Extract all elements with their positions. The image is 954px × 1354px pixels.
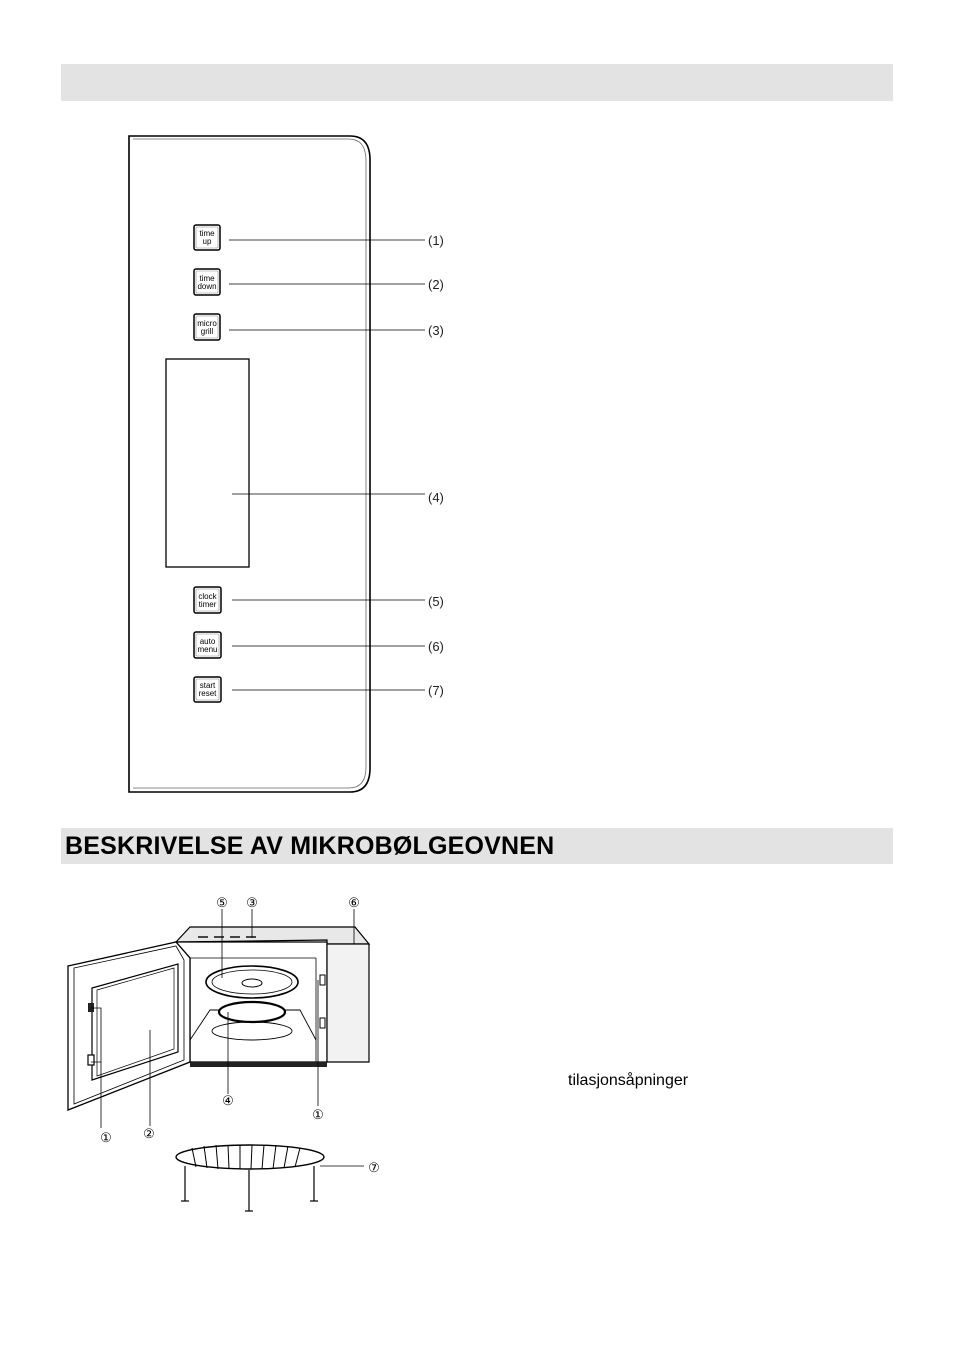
glass-tray (206, 966, 298, 998)
marker-1-door-latch: ① (100, 1130, 112, 1145)
marker-4-roller-ring: ④ (222, 1093, 234, 1108)
section-title: BESKRIVELSE AV MIKROBØLGEOVNEN (65, 832, 555, 860)
ventilation-openings-text: tilasjonsåpninger (568, 1072, 689, 1089)
button-label-line1: auto (199, 637, 216, 646)
button-label-line2: down (197, 282, 217, 291)
button-label-line1: micro (197, 319, 217, 328)
button-label-line1: clock (198, 592, 217, 601)
button-label-line2: up (202, 237, 212, 246)
callout-3: (3) (428, 323, 444, 338)
marker-2-door-window: ② (143, 1126, 155, 1141)
button-label-line1: time (199, 274, 215, 283)
button-label-line2: reset (198, 689, 217, 698)
callout-2: (2) (428, 277, 444, 292)
callout-5: (5) (428, 594, 444, 609)
callout-6: (6) (428, 639, 444, 654)
marker-1-safety-interlock: ① (312, 1107, 324, 1122)
button-label-line2: timer (198, 600, 217, 609)
button-label-line2: menu (197, 645, 218, 654)
oven-door (68, 942, 190, 1110)
button-label-line1: start (199, 681, 216, 690)
roller-ring (219, 1002, 285, 1022)
callout-4: (4) (428, 490, 444, 505)
oven-control-side (327, 944, 369, 1062)
marker-7-grill-rack: ⑦ (368, 1160, 380, 1175)
callout-1: (1) (428, 233, 444, 248)
marker-5-glass-tray: ⑤ (216, 895, 228, 910)
marker-6-control-panel: ⑥ (348, 895, 360, 910)
button-label-line2: grill (200, 327, 214, 336)
button-label-line1: time (199, 229, 215, 238)
grill-rack (176, 1145, 324, 1169)
callout-7: (7) (428, 683, 444, 698)
grill-rack-legs (181, 1166, 318, 1211)
marker-3-top-vent: ③ (246, 895, 258, 910)
oven-base (190, 1062, 327, 1067)
oven-drawing (68, 909, 369, 1211)
